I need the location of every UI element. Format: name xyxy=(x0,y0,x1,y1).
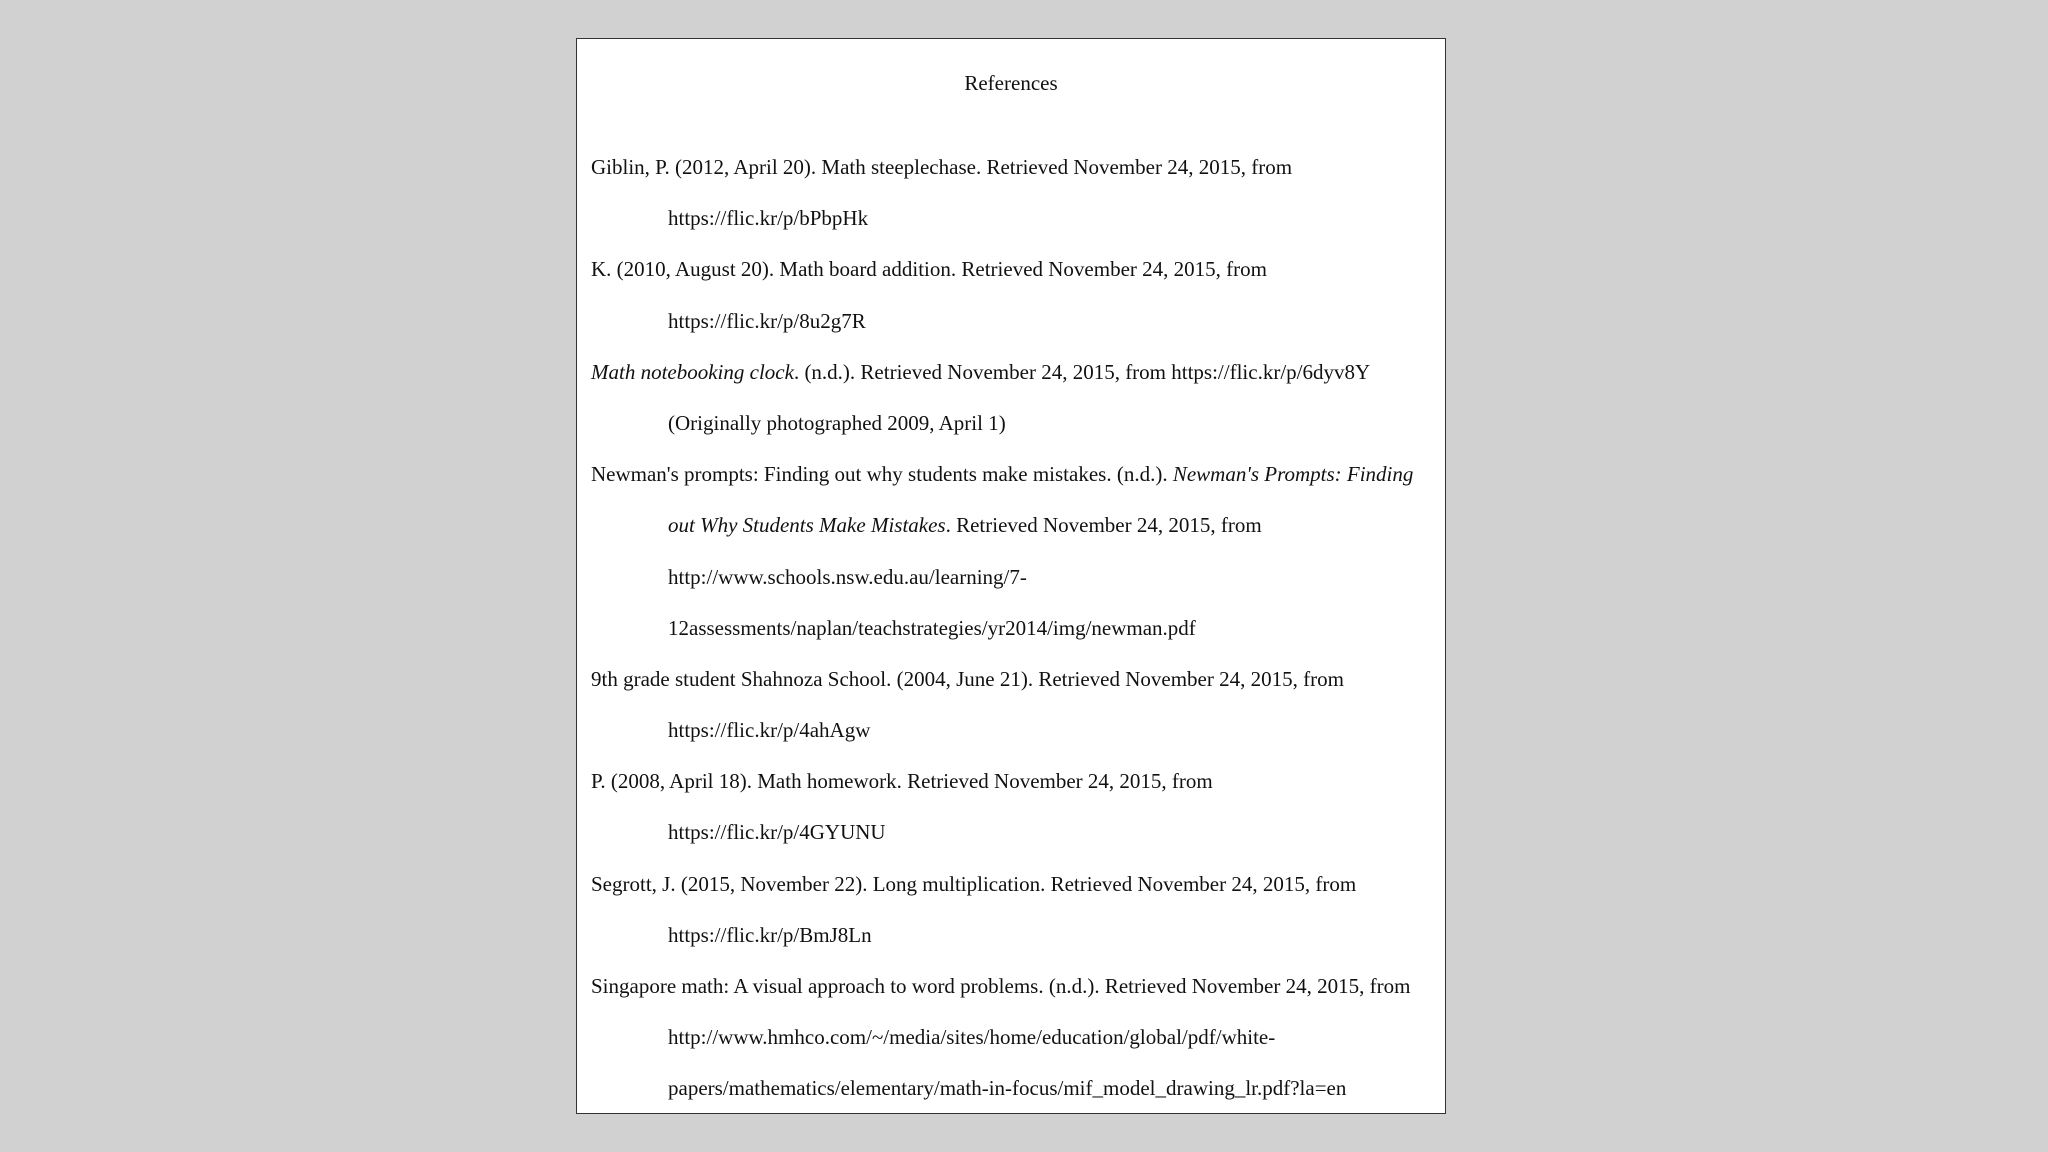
reference-line-text xyxy=(668,1076,1346,1101)
reference-entry xyxy=(591,257,1437,369)
reference-continuation-line xyxy=(591,1076,1437,1137)
reference-text: Singapore math: A visual approach to word problems. (n.d.). Retrieved November 24, 2015, from xyxy=(591,974,1411,998)
reference-text: https://flic.kr/p/4GYUNU xyxy=(668,820,886,845)
document-page xyxy=(576,38,1446,1114)
reference-text: papers/mathematics/elementary/math-in-focus/mif_model_drawing_lr.pdf?la=en xyxy=(668,1076,1347,1101)
reference-text: 12assessments/naplan/teachstrategies/yr2014/img/newman.pdf xyxy=(668,615,1196,640)
reference-entry xyxy=(591,462,1437,677)
reference-line-text xyxy=(668,718,870,743)
reference-line-text xyxy=(668,923,872,948)
reference-line-text xyxy=(668,616,1196,641)
reference-text: https://flic.kr/p/4ahAgw xyxy=(668,718,871,743)
reference-text: Segrott, J. (2015, November 22). Long multiplication. Retrieved November 24, 2015, from xyxy=(591,871,1357,896)
reference-entry xyxy=(591,155,1437,267)
reference-text: (Originally photographed 2009, April 1) xyxy=(668,410,1006,435)
reference-text: . (n.d.). Retrieved November 24, 2015, from https://flic.kr/p/6dyv8Y xyxy=(793,359,1371,384)
reference-line-text xyxy=(668,309,866,334)
reference-line-text xyxy=(591,155,1292,180)
reference-text: https://flic.kr/p/BmJ8Ln xyxy=(668,922,872,947)
reference-text: http://www.hmhco.com/~/media/sites/home/education/global/pdf/white- xyxy=(668,1025,1276,1050)
reference-line-text xyxy=(668,513,1262,538)
reference-text: P. (2008, April 18). Math homework. Retrieved November 24, 2015, from xyxy=(591,769,1213,794)
reference-text: . Retrieved November 24, 2015, from xyxy=(945,513,1262,538)
reference-line-text xyxy=(668,820,886,845)
reference-text: https://flic.kr/p/bPbpHk xyxy=(668,206,869,231)
reference-text: K. (2010, August 20). Math board addition. Retrieved November 24, 2015, from xyxy=(591,257,1267,282)
reference-line-text xyxy=(591,872,1356,897)
reference-text: Newman's prompts: Finding out why students make mistakes. (n.d.). xyxy=(591,462,1173,487)
reference-entry xyxy=(591,769,1437,881)
reference-line-text xyxy=(668,206,868,231)
reference-line-text xyxy=(591,769,1213,794)
reference-line-text xyxy=(591,360,1370,385)
reference-italic-text: Newman's Prompts: Finding xyxy=(1172,462,1414,487)
reference-entry xyxy=(591,871,1437,984)
page-title: References xyxy=(964,71,1058,95)
reference-line-text xyxy=(668,565,1027,590)
reference-text: 9th grade student Shahnoza School. (2004, June 21). Retrieved November 24, 2015, from xyxy=(591,666,1344,691)
reference-line-text xyxy=(668,1025,1275,1050)
reference-italic-text: out Why Students Make Mistakes xyxy=(668,513,946,538)
reference-line-text xyxy=(591,974,1410,999)
reference-entry xyxy=(591,666,1437,779)
reference-text: https://flic.kr/p/8u2g7R xyxy=(668,308,866,333)
reference-line-text xyxy=(591,667,1344,692)
reference-list xyxy=(591,155,1437,1138)
reference-entry xyxy=(591,359,1437,472)
reference-text: Giblin, P. (2012, April 20). Math steeplechase. Retrieved November 24, 2015, from xyxy=(591,155,1293,179)
reference-entry xyxy=(591,974,1437,1138)
reference-text: http://www.schools.nsw.edu.au/learning/7- xyxy=(668,564,1027,589)
reference-italic-text: Math notebooking clock xyxy=(591,359,794,384)
reference-line-text xyxy=(591,462,1413,487)
reference-line-text xyxy=(591,257,1267,282)
reference-line-text xyxy=(668,411,1006,436)
